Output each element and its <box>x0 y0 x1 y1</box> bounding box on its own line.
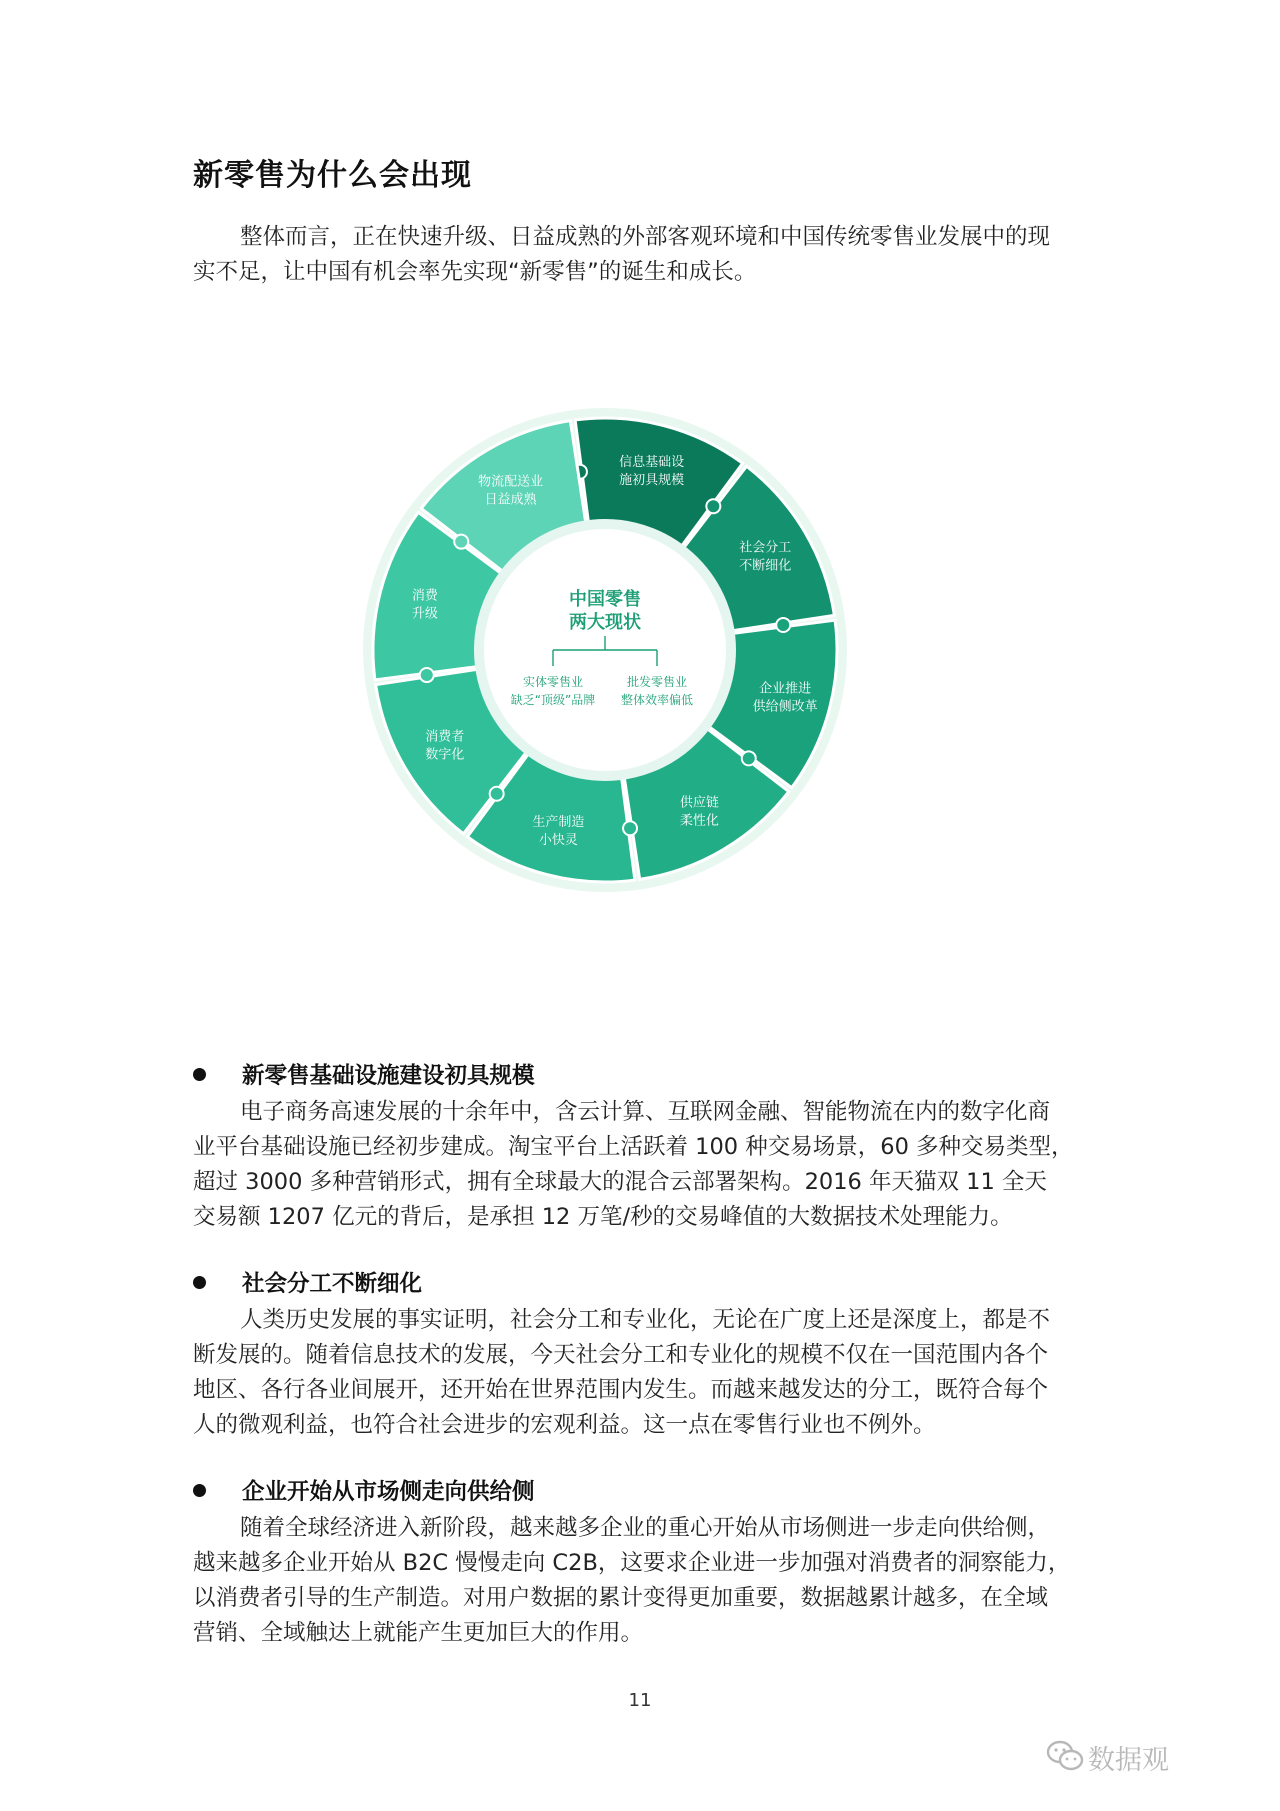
center-title: 中国零售 <box>569 589 641 610</box>
china-retail-ring-diagram <box>355 400 855 900</box>
section-heading-3 <box>193 1474 535 1506</box>
ring-notch <box>490 787 504 801</box>
watermark-text: 数据观 <box>1088 1745 1169 1776</box>
paragraph-line: 越来越多企业开始从 B2C 慢慢走向 C2B，这要求企业进一步加强对消费者的洞察能力， <box>193 1550 1071 1576</box>
segment-label: 消费升级 <box>411 588 438 622</box>
page-number: 11 <box>628 1690 652 1711</box>
paragraph-line: 人类历史发展的事实证明，社会分工和专业化，无论在广度上还是深度上，都是不 <box>240 1307 1051 1333</box>
section-paragraph-1 <box>193 1095 1088 1235</box>
section-heading-1 <box>193 1058 535 1090</box>
ring-notch <box>742 751 756 765</box>
ring-notch <box>454 535 468 549</box>
paragraph-line: 以消费者引导的生产制造。对用户数据的累计变得更加重要，数据越累计越多，在全域 <box>193 1585 1049 1611</box>
bullet-icon <box>193 1276 206 1289</box>
paragraph-line: 营销、全域触达上就能产生更加巨大的作用。 <box>193 1620 644 1646</box>
bullet-icon <box>193 1484 206 1497</box>
segment-label: 消费者数字化 <box>425 729 465 763</box>
paragraph-line: 地区、各行各业间展开，还开始在世界范围内发生。而越来越发达的分工，既符合每个 <box>193 1377 1049 1403</box>
ring-notch <box>706 499 720 513</box>
section-paragraph-3 <box>193 1511 1088 1651</box>
segment-label: 企业推进供给侧改革 <box>752 681 818 715</box>
center-left-text: 实体零售业 <box>522 675 584 689</box>
intro-line: 整体而言，正在快速升级、日益成熟的外部客观环境和中国传统零售业发展中的现 <box>240 224 1051 250</box>
center-right-text: 批发零售业 <box>626 675 688 689</box>
segment-label: 信息基础设施初具规模 <box>619 454 685 488</box>
center-title: 两大现状 <box>569 612 641 633</box>
bullet-icon <box>193 1068 206 1081</box>
ring-notch <box>420 668 434 682</box>
segment-label: 物流配送业日益成熟 <box>478 474 544 508</box>
paragraph-line: 业平台基础设施已经初步建成。淘宝平台上活跃着 100 种交易场景，60 多种交易类型， <box>193 1134 1074 1160</box>
segment-label: 生产制造小快灵 <box>532 815 585 849</box>
section-paragraph-2 <box>193 1303 1088 1443</box>
segment-label: 供应链柔性化 <box>679 795 719 829</box>
segment-label: 社会分工不断细化 <box>739 540 792 574</box>
center-left-text: 缺乏“顶级”品牌 <box>510 693 596 707</box>
section-heading-text: 企业开始从市场侧走向供给侧 <box>242 1479 535 1505</box>
section-heading-text: 新零售基础设施建设初具规模 <box>242 1063 535 1089</box>
section-heading-text: 社会分工不断细化 <box>242 1271 423 1297</box>
section-heading-2 <box>193 1266 422 1298</box>
intro-line: 实不足，让中国有机会率先实现“新零售”的诞生和成长。 <box>193 259 757 285</box>
paragraph-line: 断发展的。随着信息技术的发展，今天社会分工和专业化的规模不仅在一国范围内各个 <box>193 1342 1049 1368</box>
paragraph-line: 交易额 1207 亿元的背后，是承担 12 万笔/秒的交易峰值的大数据技术处理能力。 <box>193 1204 1013 1230</box>
center-right-text: 整体效率偏低 <box>620 693 694 707</box>
intro-paragraph <box>193 220 1088 290</box>
paragraph-line: 随着全球经济进入新阶段，越来越多企业的重心开始从市场侧进一步走向供给侧， <box>240 1515 1051 1541</box>
paragraph-line: 电子商务高速发展的十余年中，含云计算、互联网金融、智能物流在内的数字化商 <box>240 1099 1051 1125</box>
watermark <box>1088 1738 1169 1777</box>
page-title: 新零售为什么会出现 <box>193 158 472 193</box>
wechat-icon <box>1046 1740 1084 1772</box>
paragraph-line: 人的微观利益，也符合社会进步的宏观利益。这一点在零售行业也不例外。 <box>193 1412 936 1438</box>
ring-notch <box>623 821 637 835</box>
ring-notch <box>776 618 790 632</box>
paragraph-line: 超过 3000 多种营销形式，拥有全球最大的混合云部署架构。2016 年天猫双 11 全天 <box>193 1169 1047 1195</box>
